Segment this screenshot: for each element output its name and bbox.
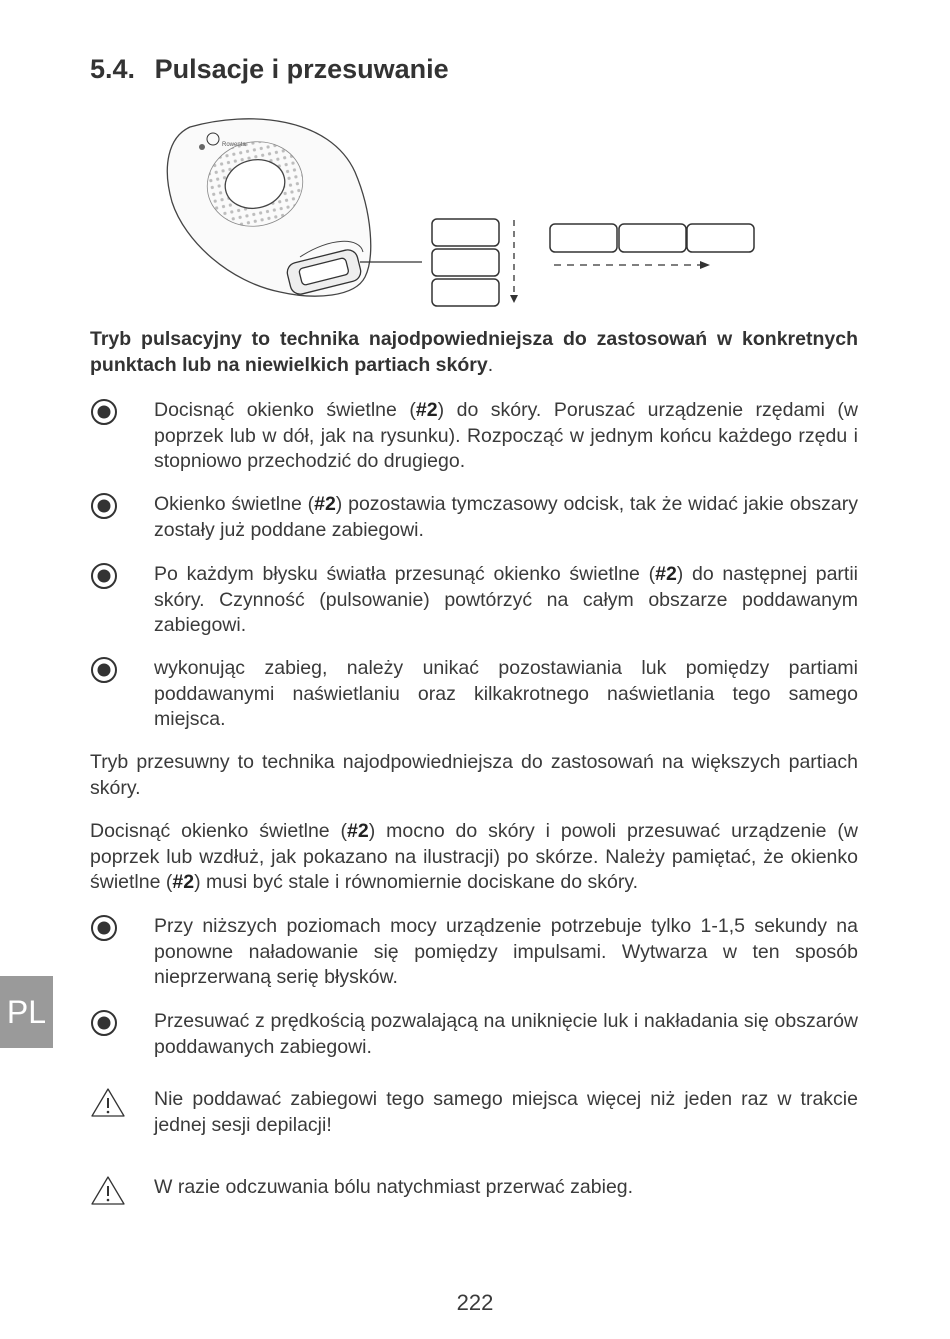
bullet-text: Po każdym błysku światła przesunąć okienko świetlne (#2) do następnej partii skóry. Czynność (pulsowanie) powtórzyć na całym obszarze poddawanym zabiegowi. — [154, 563, 858, 636]
warning-text: W razie odczuwania bólu natychmiast przerwać zabieg. — [154, 1176, 634, 1198]
part-reference: #2 — [172, 871, 195, 893]
device-illustration — [160, 112, 780, 317]
intro-end: . — [487, 353, 494, 376]
bullet-text: Przy niższych poziomach mocy urządzenie potrzebuje tylko 1-1,5 sekundy na ponowne naładowanie się pomiędzy impulsami. Wytwarza w ten sposób nieprzerwaną serię błysków. — [154, 915, 858, 988]
part-reference: #2 — [655, 563, 677, 585]
bullet-text: Docisnąć okienko świetlne (#2) do skóry. Poruszać urządzenie rzędami (w poprzek lub w dół, jak na rysunku). Rozpocząć w jednym końcu każdego rzędu i stopniowo przechodzić do drugiego. — [154, 399, 858, 472]
bullet-text: Okienko świetlne (#2) pozostawia tymczasowy odcisk, tak że widać jakie obszary zostały już poddane zabiegowi. — [154, 493, 858, 541]
bullet-target-icon — [90, 1009, 118, 1037]
section-title: Pulsacje i przesuwanie — [154, 54, 449, 84]
page-number: 222 — [456, 1290, 494, 1315]
svg-text:Rowenta: Rowenta — [222, 142, 246, 148]
bullet-target-icon — [90, 914, 118, 942]
bullet-text: wykonując zabieg, należy unikać pozostawiania luk pomiędzy partiami poddawanymi naświetlaniu oraz kilkakrotnego naświetlania tego samego miejsca. — [154, 657, 858, 730]
warning-triangle-icon — [90, 1175, 126, 1207]
epilator-device — [167, 119, 370, 296]
section-number: 5.4. — [90, 54, 136, 84]
bullet-target-icon — [90, 656, 118, 684]
intro-bold-text: Tryb pulsacyjny to technika najodpowiedniejsza do zastosowań w konkretnych punktach lub na niewielkich partiach skóry — [90, 328, 858, 376]
part-reference: #2 — [415, 399, 438, 421]
warning-triangle-icon — [90, 1087, 126, 1119]
part-reference: #2 — [347, 820, 369, 842]
slide-mode-intro: Tryb przesuwny to technika najodpowiedniejsza do zastosowań na większych partiach skóry. — [90, 751, 858, 799]
bullet-target-icon — [90, 492, 118, 520]
slide-mode-grid — [550, 224, 754, 252]
bullet-target-icon — [90, 562, 118, 590]
down-arrow-icon — [510, 220, 518, 303]
language-tab: PL — [0, 976, 53, 1048]
part-reference: #2 — [314, 493, 336, 515]
right-arrow-icon — [554, 261, 710, 269]
pulse-mode-grid — [432, 219, 499, 306]
slide-mode-instructions: Docisnąć okienko świetlne (#2) mocno do skóry i powoli przesuwać urządzenie (w poprzek lub wzdłuż, jak pokazano na ilustracji) po skórze. Należy pamiętać, że okienko świetlne (#2) musi być stale i równomiernie dociskane do skóry. — [90, 820, 859, 893]
pulse-mode-intro — [90, 327, 858, 378]
section-heading — [90, 54, 449, 85]
bullet-target-icon — [90, 398, 118, 426]
bullet-text: Przesuwać z prędkością pozwalającą na uniknięcie luk i nakładania się obszarów poddawanych zabiegowi. — [154, 1010, 858, 1058]
warning-text: Nie poddawać zabiegowi tego samego miejsca więcej niż jeden raz w trakcie jednej sesji depilacji! — [154, 1088, 858, 1136]
